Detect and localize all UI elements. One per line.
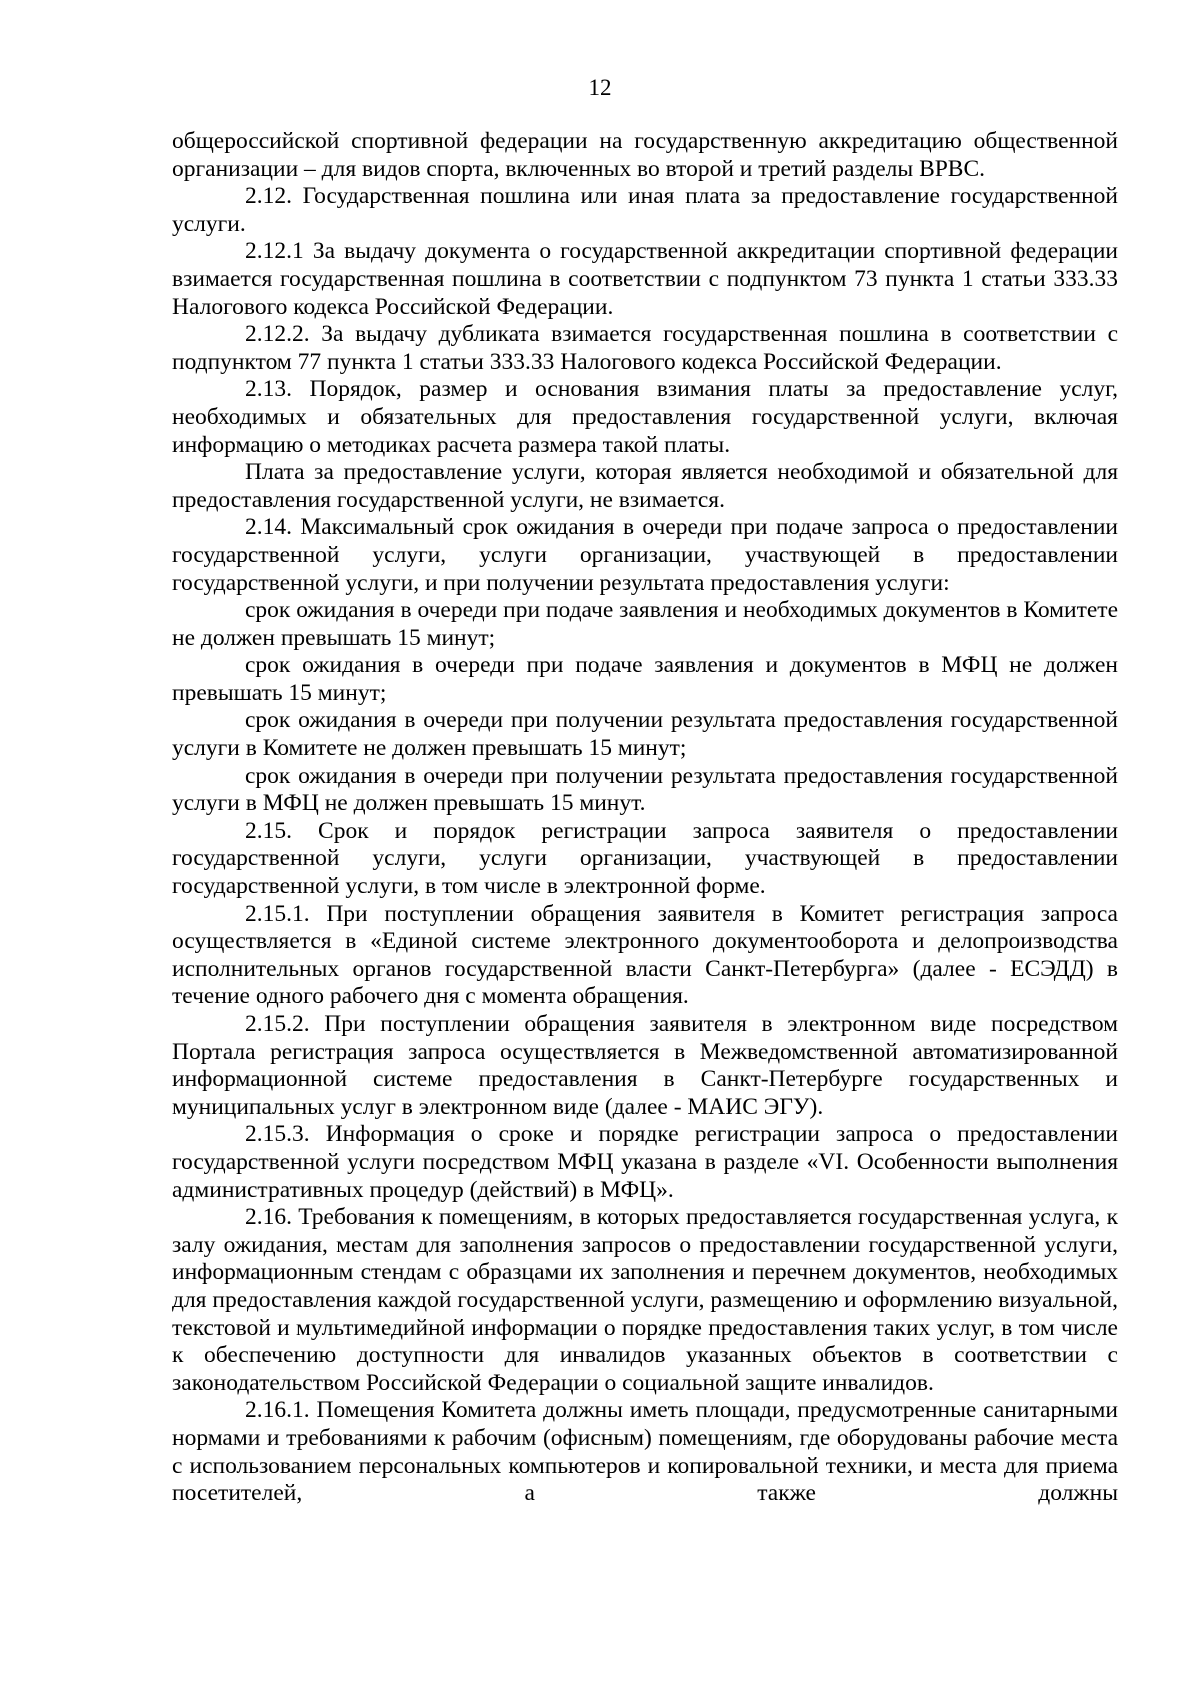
section-heading-2-15: 2.15. Срок и порядок регистрации запроса заявителя о предоставлении государственной услуги, услуги организации, участвующей в предоставлении государственной услуги, в том числе в электронной форме. bbox=[172, 817, 1118, 900]
paragraph: 2.12.2. За выдачу дубликата взимается государственная пошлина в соответствии с подпунктом 77 пункта 1 статьи 333.33 Налогового кодекса Российской Федерации. bbox=[172, 321, 1118, 375]
paragraph: 2.15.1. При поступлении обращения заявителя в Комитет регистрация запроса осуществляется в «Единой системе электронного документооборота и делопроизводства исполнительных органов государственной власти Санкт-Петербурга» (далее - ЕСЭДД) в течение одного рабочего дня с момента обращения. bbox=[172, 900, 1118, 1010]
paragraph: 2.16.1. Помещения Комитета должны иметь площади, предусмотренные санитарными нормами и требованиями к рабочим (офисным) помещениям, где оборудованы рабочие места с использованием персональных компьютеров и копировальной техники, и места для приема посетителей, а также должны bbox=[172, 1397, 1118, 1507]
list-item: срок ожидания в очереди при подаче заявления и документов в МФЦ не должен превышать 15 минут; bbox=[172, 652, 1118, 706]
section-heading-2-13: 2.13. Порядок, размер и основания взимания платы за предоставление услуг, необходимых и обязательных для предоставления государственной услуги, включая информацию о методиках расчета размера такой платы. bbox=[172, 376, 1118, 458]
document-body bbox=[172, 128, 1118, 1508]
paragraph: 2.12.1 За выдачу документа о государственной аккредитации спортивной федерации взимается государственная пошлина в соответствии с подпунктом 73 пункта 1 статьи 333.33 Налогового кодекса Российской Федерации. bbox=[172, 238, 1118, 320]
section-heading-2-16: 2.16. Требования к помещениям, в которых предоставляется государственная услуга, к залу ожидания, местам для заполнения запросов о предоставлении государственной услуги, информационным стендам с образцами их заполнения и перечнем документов, необходимых для предоставления каждой государственной услуги, размещению и оформлению визуальной, текстовой и мультимедийной информации о порядке предоставления таких услуг, в том числе к обеспечению доступности для инвалидов указанных объектов в соответствии с законодательством Российской Федерации о социальной защите инвалидов. bbox=[172, 1204, 1118, 1396]
list-item: срок ожидания в очереди при получении результата предоставления государственной услуги в Комитете не должен превышать 15 минут; bbox=[172, 707, 1118, 762]
list-item: срок ожидания в очереди при получении результата предоставления государственной услуги в МФЦ не должен превышать 15 минут. bbox=[172, 762, 1118, 817]
paragraph: 2.15.2. При поступлении обращения заявителя в электронном виде посредством Портала регистрация запроса осуществляется в Межведомственной автоматизированной информационной системе предоставления в Санкт-Петербурге государственных и муниципальных услуг в электронном виде (далее - МАИС ЭГУ). bbox=[172, 1011, 1118, 1120]
list-item: срок ожидания в очереди при подаче заявления и необходимых документов в Комитете не должен превышать 15 минут; bbox=[172, 597, 1118, 651]
paragraph: 2.15.3. Информация о сроке и порядке регистрации запроса о предоставлении государственной услуги посредством МФЦ указана в разделе «VI. Особенности выполнения административных процедур (действий) в МФЦ». bbox=[172, 1121, 1118, 1203]
paragraph: Плата за предоставление услуги, которая является необходимой и обязательной для предоставления государственной услуги, не взимается. bbox=[172, 459, 1118, 513]
paragraph: общероссийской спортивной федерации на государственную аккредитацию общественной организации – для видов спорта, включенных во второй и третий разделы ВРВС. bbox=[172, 128, 1118, 182]
section-heading-2-14: 2.14. Максимальный срок ожидания в очереди при подаче запроса о предоставлении государственной услуги, услуги организации, участвующей в предоставлении государственной услуги, и при получении результата предоставления услуги: bbox=[172, 514, 1118, 596]
section-heading-2-12: 2.12. Государственная пошлина или иная плата за предоставление государственной услуги. bbox=[172, 183, 1118, 237]
page-number: 12 bbox=[588, 75, 612, 100]
